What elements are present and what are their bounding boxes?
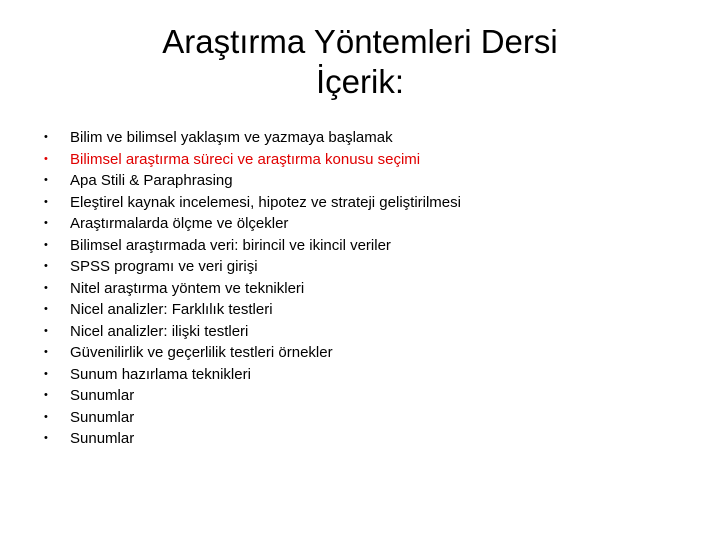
bullet-icon: • xyxy=(44,281,48,294)
list-item-text: Sunumlar xyxy=(70,408,135,426)
list-item-text: Bilimsel araştırma süreci ve araştırma konusu seçimi xyxy=(70,150,421,168)
slide-title-line2: İçerik: xyxy=(315,63,404,100)
list-item-text: Sunumlar xyxy=(70,430,135,447)
bullet-icon: • xyxy=(44,238,48,251)
slide-title xyxy=(0,22,720,102)
list-item-text: Bilim ve bilimsel yaklaşım ve yazmaya başlamak xyxy=(70,129,393,146)
list-item xyxy=(40,385,690,407)
list-item-text: Nitel araştırma yöntem ve teknikleri xyxy=(70,279,305,297)
list-item-text: Güvenilirlik ve geçerlilik testleri örnekler xyxy=(70,344,333,361)
list-item xyxy=(40,192,690,214)
list-item-text: SPSS programı ve veri girişi xyxy=(70,258,258,275)
bullet-icon: • xyxy=(44,346,48,358)
bullet-icon: • xyxy=(44,174,48,186)
bullet-icon: • xyxy=(44,432,48,444)
bullet-icon: • xyxy=(44,217,48,229)
bullet-icon: • xyxy=(44,303,48,315)
content-list xyxy=(40,127,690,450)
list-item xyxy=(40,428,690,450)
list-item-text: Nicel analizler: Farklılık testleri xyxy=(70,301,273,318)
bullet-icon: • xyxy=(44,389,48,401)
slide-title-line1: Araştırma Yöntemleri Dersi xyxy=(162,23,558,60)
list-item xyxy=(40,170,690,192)
list-item-text: Araştırmalarda ölçme ve ölçekler xyxy=(70,215,289,232)
bullet-icon: • xyxy=(44,367,48,380)
bullet-icon: • xyxy=(44,260,48,272)
bullet-icon: • xyxy=(44,131,48,143)
list-item xyxy=(40,364,690,386)
list-item xyxy=(40,407,690,429)
list-item xyxy=(40,299,690,321)
list-item xyxy=(40,256,690,278)
list-item xyxy=(40,342,690,364)
list-item xyxy=(40,235,690,257)
bullet-icon: • xyxy=(44,410,48,423)
list-item xyxy=(40,278,690,300)
list-item-text: Bilimsel araştırmada veri: birincil ve ikincil veriler xyxy=(70,236,391,254)
bullet-icon: • xyxy=(44,152,48,165)
list-item-text: Apa Stili & Paraphrasing xyxy=(70,172,233,189)
bullet-icon: • xyxy=(44,195,48,208)
list-item-text: Eleştirel kaynak incelemesi, hipotez ve strateji geliştirilmesi xyxy=(70,193,461,211)
list-item-highlighted xyxy=(40,149,690,171)
bullet-icon: • xyxy=(44,324,48,337)
list-item xyxy=(40,213,690,235)
list-item-text: Nicel analizler: ilişki testleri xyxy=(70,322,249,340)
list-item-text: Sunumlar xyxy=(70,387,135,404)
list-item-text: Sunum hazırlama teknikleri xyxy=(70,365,251,383)
list-item xyxy=(40,321,690,343)
list-item xyxy=(40,127,690,149)
